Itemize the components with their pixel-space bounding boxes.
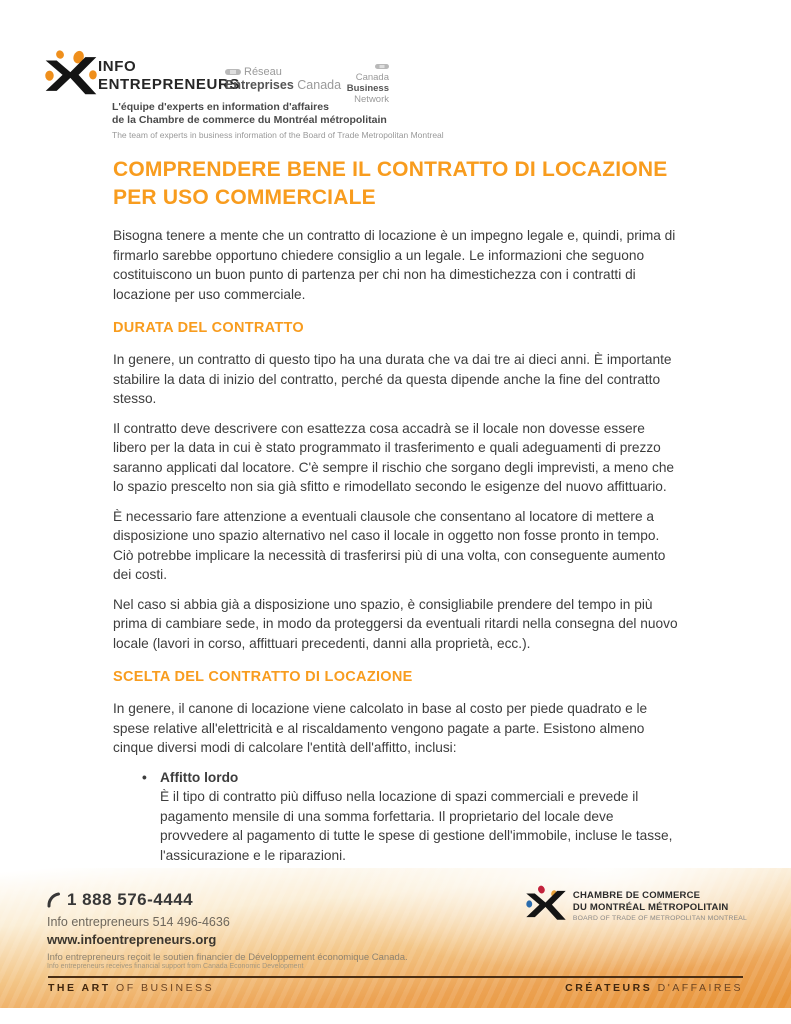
- section-heading-durata: DURATA DEL CONTRATTO: [113, 320, 304, 336]
- paragraph: In genere, un contratto di questo tipo ha una durata che va dai tre ai dieci anni. È importante stabilire la data di inizio del contratto, perché da questa dipende anche la fine del contratto stesso.: [113, 352, 672, 406]
- person-x-mark-icon: [44, 50, 98, 98]
- intro-paragraph: Bisogna tenere a mente che un contratto di locazione è un impegno legale e, quindi, prima di firmarlo sarebbe opportuno chiedere consiglio a un legale. Le informazioni che seguono costituiscono un buon punto di partenza per chi non ha dimestichezza con i contratti di locazione per uso commerciale.: [113, 228, 676, 302]
- chambre-de-commerce-logo: [525, 882, 747, 926]
- entreprises-word: Entreprises: [225, 78, 294, 92]
- brand-name-line1: INFO: [98, 58, 137, 75]
- chambre-person-x-mark-icon: [525, 882, 567, 926]
- paragraph: È necessario fare attenzione a eventuali clausole che consentano al locatore di mettere a disposizione uno spazio alternativo nel caso il locale in oggetto non fosse pronto in tempo. Ciò potrebbe implicare la necessità di trasferirsi più di una volta, con conseguente aumento dei costi.: [113, 508, 666, 582]
- cbn-network-word: Network: [354, 94, 389, 105]
- slogan-left-bold: THE ART: [48, 982, 111, 994]
- cc-line3: BOARD OF TRADE OF METROPOLITAN MONTREAL: [572, 915, 747, 922]
- cbn-canada-word: Canada: [355, 72, 389, 83]
- tagline-en: The team of experts in business information of the Board of Trade Metropolitan Montreal: [112, 130, 444, 140]
- cc-line1: CHAMBRE DE COMMERCE: [572, 890, 701, 901]
- footer-band: [0, 868, 791, 1008]
- slogan-right-bold: CRÉATEURS: [565, 982, 653, 994]
- slogan-createurs-daffaires: [565, 982, 743, 994]
- section-heading-scelta: SCELTA DEL CONTRATTO DI LOCAZIONE: [113, 669, 413, 685]
- phone-row: [46, 890, 193, 910]
- tagline-fr-line2: de la Chambre de commerce du Montréal métropolitain: [112, 113, 387, 126]
- reseau-word: Réseau: [244, 66, 282, 78]
- support-note-en: Info entrepreneurs receives financial support from Canada Economic Development: [47, 963, 304, 970]
- cbn-business-word: Business: [346, 83, 389, 94]
- bullet-text: È il tipo di contratto più diffuso nella locazione di spazi commerciali e prevede il pagamento mensile di una somma forfettaria. Il proprietario del locale deve provvedere al pagamento di tutte le spese di gestione dell'immobile, incluse le tasse, l'assicurazione e le riparazioni.: [160, 789, 673, 863]
- phone-number-secondary: Info entrepreneurs 514 496-4636: [47, 915, 230, 929]
- phone-icon: [46, 892, 61, 908]
- cc-line2: DU MONTRÉAL MÉTROPOLITAIN: [572, 901, 729, 913]
- list-item-affitto-lordo: [113, 768, 678, 866]
- info-entrepreneurs-logo-icon: [44, 50, 98, 103]
- bullet-icon: •: [142, 769, 147, 785]
- paragraph: In genere, il canone di locazione viene calcolato in base al costo per piede quadrato e le spese relative all'elettricità e al riscaldamento vengono pagate a parte. Esistono almeno cinque diversi modi di calcolare l'entità dell'affitto, inclusi:: [113, 701, 648, 755]
- paragraph: Il contratto deve descrivere con esattezza cosa accadrà se il locale non dovesse essere libero per la data in cui è stato programmato il trasferimento e quali adeguamenti di prezzo saranno applicati dal locatore. C'è sempre il rischio che sorgano degli imprevisti, a meno che lo spazio prescelto non sia già sfitto e rimodellato secondo le esigenze del nuovo affittuario.: [113, 420, 675, 494]
- bullet-title: Affitto lordo: [160, 769, 239, 785]
- paragraph: Nel caso si abbia già a disposizione uno spazio, è consigliabile prendere del tempo in più prima di cambiare sede, in modo da proteggersi da eventuali ritardi nella consegna del nuovo locale (lavori in corso, affittuari precedenti, danni alla proprietà, ecc.).: [113, 596, 678, 651]
- footer-divider: [48, 976, 743, 978]
- slogan-right-rest: D'AFFAIRES: [657, 982, 743, 994]
- tagline-fr-line1: L'équipe d'experts en information d'affaires: [112, 101, 329, 113]
- page-title-line2: PER USO COMMERCIALE: [113, 186, 376, 209]
- page-title-line1: COMPRENDERE BENE IL CONTRATTO DI LOCAZIONE: [113, 158, 668, 181]
- support-note-fr: Info entrepreneurs reçoit le soutien financier de Développement économique Canada.: [47, 952, 408, 963]
- chambre-logo-text: [573, 882, 747, 922]
- website-link[interactable]: www.infoentrepreneurs.org: [47, 932, 217, 947]
- page-title: [113, 156, 678, 212]
- document-body: [113, 0, 678, 865]
- reseau-canada-word: Canada: [297, 78, 342, 92]
- brand-name-line2: ENTREPRENEURS: [98, 76, 240, 93]
- slogan-the-art-of-business: [48, 982, 214, 994]
- phone-number-main: 1 888 576-4444: [67, 890, 194, 909]
- slogan-left-rest: OF BUSINESS: [116, 982, 215, 994]
